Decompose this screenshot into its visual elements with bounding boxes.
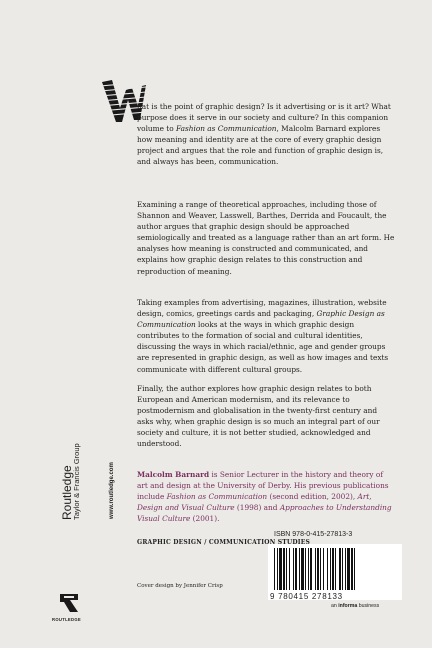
barcode-bar [330,548,331,590]
author-name: Malcolm Barnard [137,470,210,479]
approaches-paragraph: Examining a range of theoretical approaches, including those of Shannon and Weaver, Lasswell, Barthes, Derrida and Foucault, the author argues that graphic design should be approached semiologically and treated as a language rather than an art form. He analyses how meaning is constructed and communicated, and explains how graphic design relates to this construction and reproduction of meaning. [137,200,395,276]
routledge-logo-icon [58,592,80,614]
barcode-bar [286,548,287,590]
barcode-bar [323,548,324,590]
author-bio: Malcolm Barnard is Senior Lecturer in the history and theory of art and design at the University of Derby. His previous publications include Fashion as Communication (second edition, 2002), Art, Design and Visual Culture (1998) and Approaches to Understanding Visual Culture (2001). [137,470,392,524]
barcode-bar [293,548,294,590]
barcode-digits: 9 780415 278133 [270,592,343,601]
barcode-bar [347,548,350,590]
informa-tagline: an informa business [331,603,380,609]
publisher-group: Taylor & Francis Group [72,443,81,520]
barcode-bar [320,548,321,590]
examples-paragraph: Taking examples from advertising, magazines, illustration, website design, comics, greetings cards and packaging, Graphic Design as Communication looks at the ways in which graphic design contributes to the formation of social and cultural identities, discussing the ways in which racial/ethnic, age and gender groups are represented in graphic design, as well as how images and texts communicate with different cultural groups. [137,298,389,374]
barcode-bar [283,548,285,590]
barcode-bar [327,548,328,590]
barcode-bar [345,548,346,590]
barcode-bar [277,548,278,590]
routledge-logo-label: ROUTLEDGE [52,617,81,622]
barcode-bar [305,548,306,590]
barcode-bar [310,548,312,590]
barcode-bar [339,548,341,590]
barcode-bar [332,548,334,590]
barcode-bar [308,548,309,590]
cover-credit: Cover design by Jennifer Crisp [137,583,223,589]
barcode-bar [342,548,343,590]
barcode-bar [295,548,297,590]
barcode-bar [274,548,275,590]
barcode-bar [315,548,316,590]
subject-category: GRAPHIC DESIGN / COMMUNICATION STUDIES [137,539,311,546]
barcode-bar [317,548,319,590]
publisher-name: Routledge [60,465,74,520]
barcode-bar [299,548,300,590]
barcode-bar [335,548,336,590]
intro-paragraph: hat is the point of graphic design? Is it advertising or is it art? What purpose does it serve in our society and culture? In this companion volume to Fashion as Communication, Malcolm Barnard explores how meaning and identity are at the core of every graphic design project and argues that the role and function of graphic design is, and always has been, communication. [137,102,391,167]
barcode-bar [301,548,304,590]
isbn: ISBN 978-0-415-27813-3 [274,531,353,538]
barcode-bar [354,548,355,590]
barcode-bar [279,548,282,590]
modernism-paragraph: Finally, the author explores how graphic design relates to both European and American modernism, and its relevance to postmodernism and globalisation in the twenty-first century and asks why, when graphic design is so much an integral part of our society and culture, it is not better studied, acknowledged and understood. [137,384,380,449]
barcode-bar [351,548,353,590]
barcode-bar [289,548,290,590]
publisher-url: www.routledge.com [109,462,115,519]
